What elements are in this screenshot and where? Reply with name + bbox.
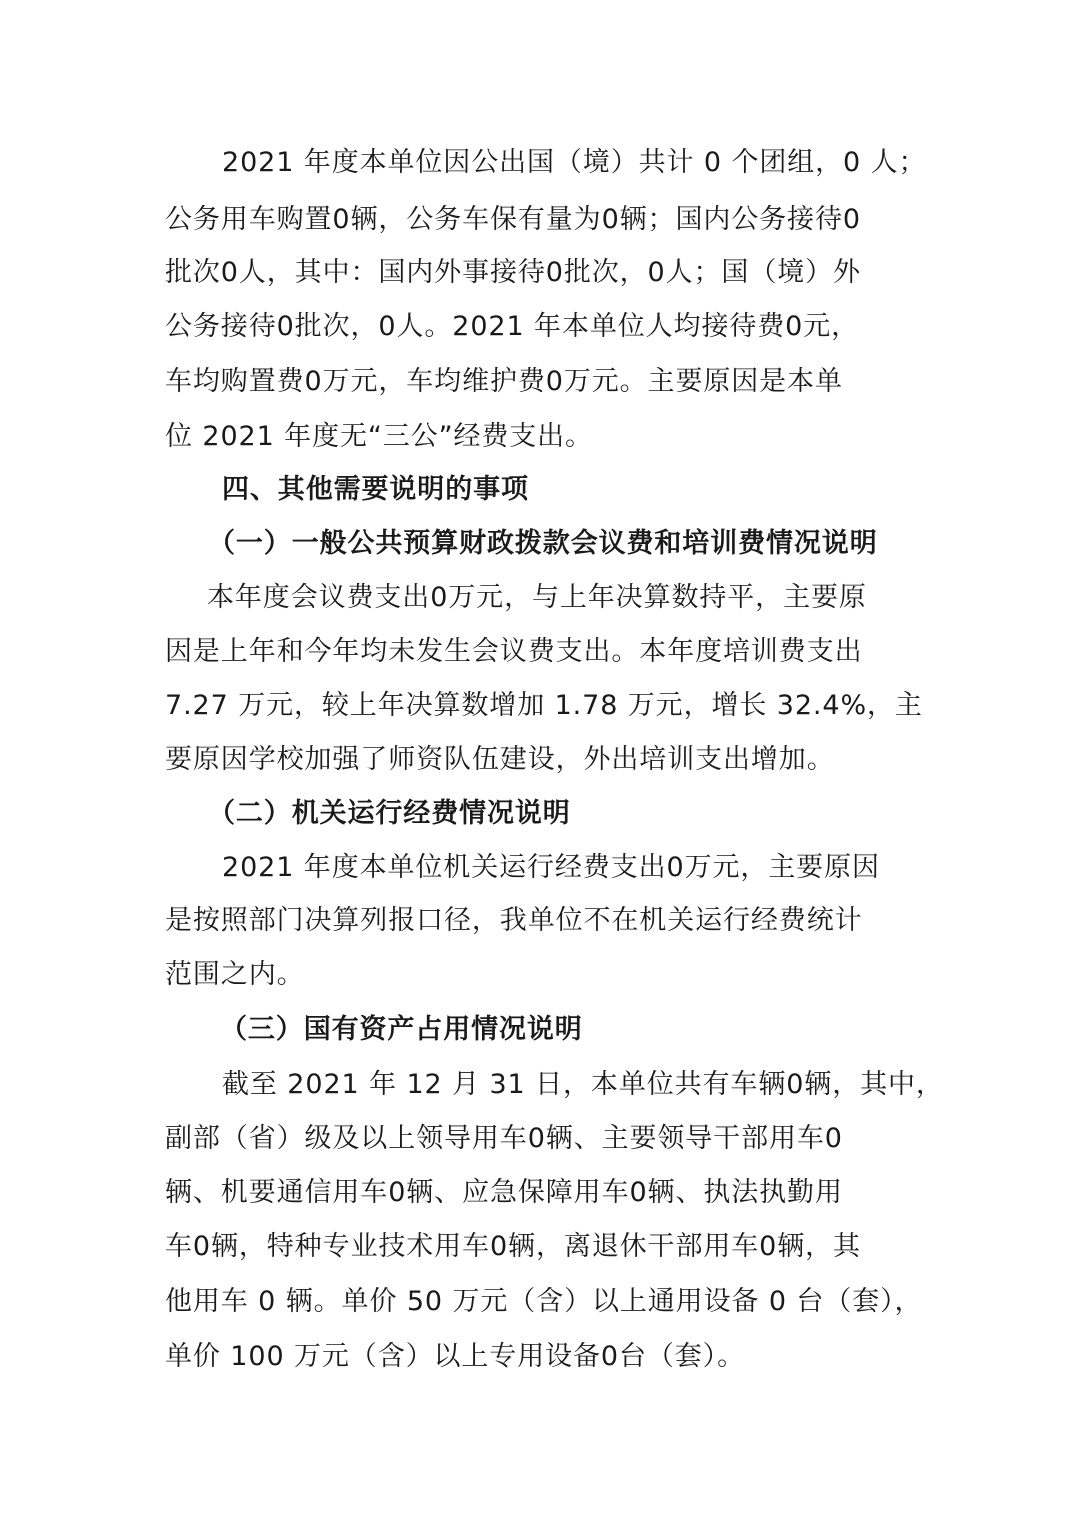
paragraph-line: 因是上年和今年均未发生会议费支出。本年度培训费支出 — [165, 636, 863, 667]
paragraph-line: 车0辆，特种专业技术用车0辆，离退休干部用车0辆，其 — [165, 1231, 861, 1262]
paragraph-line: 是按照部门决算列报口径，我单位不在机关运行经费统计 — [165, 905, 863, 936]
paragraph-line: 辆、机要通信用车0辆、应急保障用车0辆、执法执勤用 — [165, 1177, 843, 1208]
paragraph-line: 要原因学校加强了师资队伍建设，外出培训支出增加。 — [165, 744, 835, 775]
subsection-heading: （一）一般公共预算财政拨款会议费和培训费情况说明 — [208, 528, 878, 559]
paragraph-line: 副部（省）级及以上领导用车0辆、主要领导干部用车0 — [165, 1123, 843, 1154]
paragraph-line: 他用车 0 辆。单价 50 万元（含）以上通用设备 0 台（套）， — [165, 1286, 923, 1317]
paragraph-line: 公务用车购置0辆，公务车保有量为0辆；国内公务接待0 — [165, 204, 861, 235]
paragraph-line: 单价 100 万元（含）以上专用设备0台（套）。 — [165, 1341, 745, 1372]
paragraph-line: 车均购置费0万元，车均维护费0万元。主要原因是本单 — [165, 366, 843, 397]
paragraph-line: 批次0人，其中：国内外事接待0批次，0人；国（境）外 — [165, 257, 861, 288]
paragraph-line: 位 2021 年度无“三公”经费支出。 — [165, 421, 593, 452]
section-heading: 四、其他需要说明的事项 — [222, 474, 529, 505]
paragraph-line: 本年度会议费支出0万元，与上年决算数持平，主要原 — [207, 582, 867, 613]
paragraph-line: 公务接待0批次，0人。2021 年本单位人均接待费0元， — [165, 311, 860, 342]
paragraph-line: 7.27 万元，较上年决算数增加 1.78 万元，增长 32.4%，主 — [165, 690, 923, 721]
subsection-heading: （二）机关运行经费情况说明 — [208, 798, 571, 829]
paragraph-line: 范围之内。 — [165, 959, 305, 990]
paragraph-line: 2021 年度本单位机关运行经费支出0万元，主要原因 — [222, 852, 880, 883]
paragraph-line: 截至 2021 年 12 月 31 日，本单位共有车辆0辆，其中， — [222, 1069, 944, 1100]
paragraph-line: 2021 年度本单位因公出国（境）共计 0 个团组，0 人； — [222, 147, 927, 178]
subsection-heading: （三）国有资产占用情况说明 — [220, 1014, 583, 1045]
